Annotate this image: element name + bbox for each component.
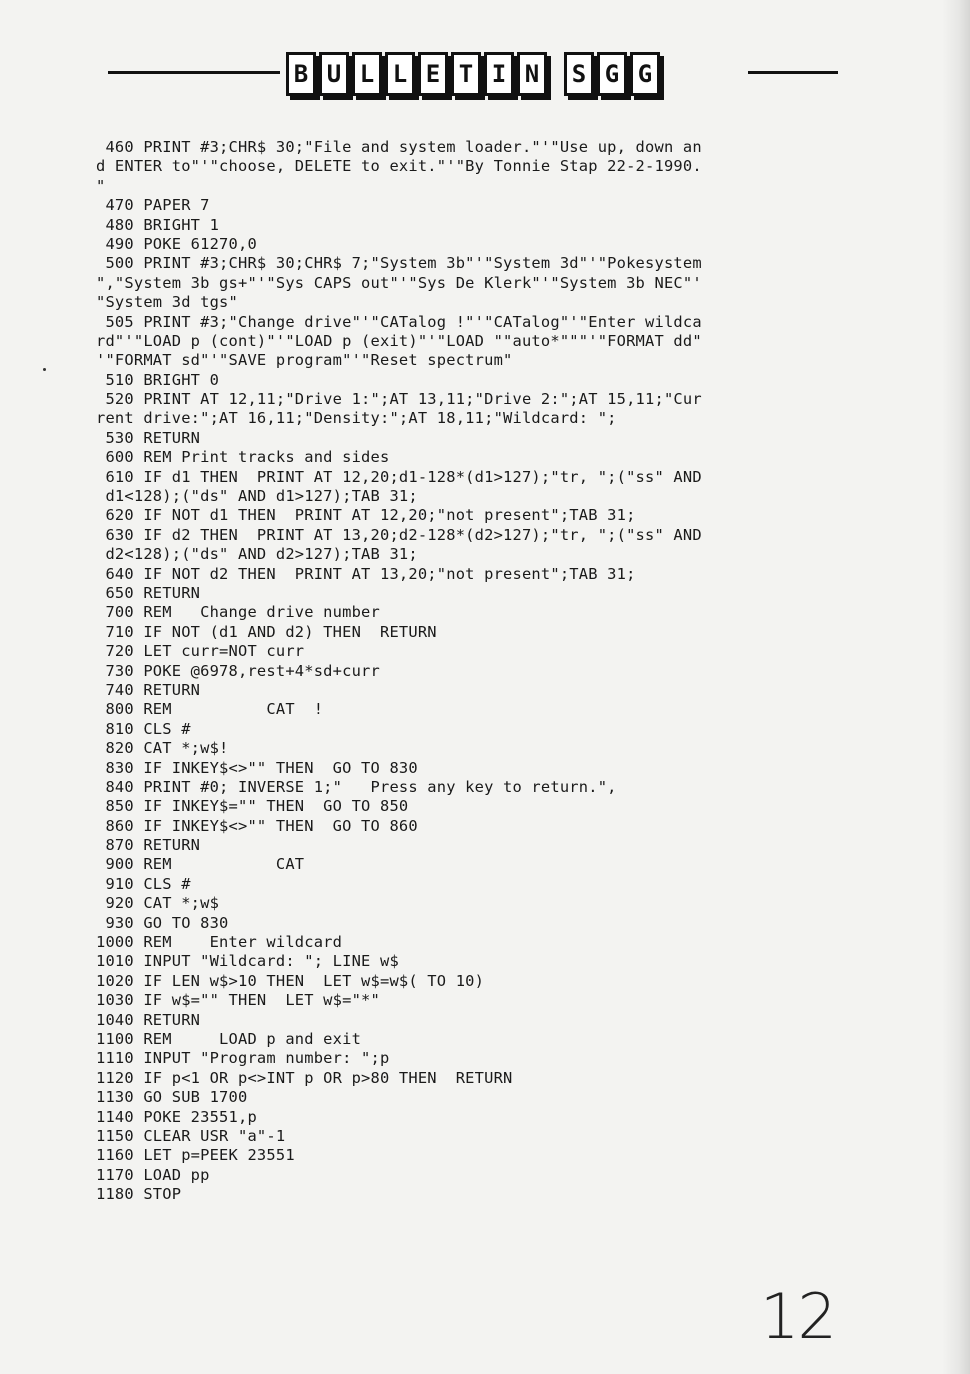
code-line: 510 BRIGHT 0 bbox=[96, 370, 220, 389]
masthead-letter: L bbox=[352, 52, 382, 96]
code-line: 810 CLS # bbox=[96, 719, 191, 738]
code-line: "System 3d tgs" bbox=[96, 293, 238, 312]
code-line: 1110 INPUT "Program number: ";p bbox=[96, 1049, 390, 1068]
code-line: 620 IF NOT d1 THEN PRINT AT 12,20;"not present";TAB 31; bbox=[96, 506, 636, 525]
code-line: 650 RETURN bbox=[96, 583, 201, 602]
code-line: 740 RETURN bbox=[96, 680, 201, 699]
code-line: 700 REM Change drive number bbox=[96, 603, 380, 622]
masthead-letter: S bbox=[564, 52, 594, 96]
masthead-letter: N bbox=[517, 52, 547, 96]
masthead-letter: G bbox=[630, 52, 660, 96]
code-line: d ENTER to"'"choose, DELETE to exit."'"By Tonnie Stap 22-2-1990. bbox=[96, 157, 702, 176]
code-line: 1160 LET p=PEEK 23551 bbox=[96, 1146, 295, 1165]
code-line: 1140 POKE 23551,p bbox=[96, 1107, 257, 1126]
stray-mark bbox=[43, 368, 46, 371]
code-line: 640 IF NOT d2 THEN PRINT AT 13,20;"not present";TAB 31; bbox=[96, 564, 636, 583]
code-line: 460 PRINT #3;CHR$ 30;"File and system loader."'"Use up, down an bbox=[96, 138, 702, 156]
masthead-letter: B bbox=[286, 52, 316, 96]
header-rule-left bbox=[108, 71, 280, 74]
code-line: 500 PRINT #3;CHR$ 30;CHR$ 7;"System 3b"'"System 3d"'"Pokesystem bbox=[96, 254, 702, 273]
code-line: 1020 IF LEN w$>10 THEN LET w$=w$( TO 10) bbox=[96, 971, 485, 990]
code-line: d1<128);("ds" AND d1>127);TAB 31; bbox=[96, 487, 418, 506]
code-line: 600 REM Print tracks and sides bbox=[96, 448, 390, 467]
code-line: ","System 3b gs+"'"Sys CAPS out"'"Sys De Klerk"'"System 3b NEC"' bbox=[96, 273, 702, 292]
code-line: 1000 REM Enter wildcard bbox=[96, 933, 343, 952]
masthead-logo bbox=[286, 52, 663, 102]
page-number: 12 bbox=[760, 1280, 835, 1353]
code-line: 800 REM CAT ! bbox=[96, 700, 324, 719]
code-line: 730 POKE @6978,rest+4*sd+curr bbox=[96, 661, 380, 680]
code-line: 920 CAT *;w$ bbox=[96, 894, 220, 913]
masthead-letter: E bbox=[418, 52, 448, 96]
code-line: 630 IF d2 THEN PRINT AT 13,20;d2-128*(d2>127);"tr, ";("ss" AND bbox=[96, 525, 702, 544]
code-line: 1150 CLEAR USR "a"-1 bbox=[96, 1126, 286, 1145]
code-line: 1100 REM LOAD p and exit bbox=[96, 1029, 362, 1048]
code-line: 930 GO TO 830 bbox=[96, 913, 229, 932]
code-line: rd"'"LOAD p (cont)"'"LOAD p (exit)"'"LOAD ""auto*"""'"FORMAT dd" bbox=[96, 331, 702, 350]
code-line: 470 PAPER 7 bbox=[96, 196, 210, 215]
code-line: d2<128);("ds" AND d2>127);TAB 31; bbox=[96, 545, 418, 564]
code-line: rent drive:";AT 16,11;"Density:";AT 18,11;"Wildcard: "; bbox=[96, 409, 617, 428]
code-line: 840 PRINT #0; INVERSE 1;" Press any key to return.", bbox=[96, 777, 617, 796]
code-line: 900 REM CAT bbox=[96, 855, 305, 874]
code-line: 860 IF INKEY$<>"" THEN GO TO 860 bbox=[96, 816, 418, 835]
code-line: 1040 RETURN bbox=[96, 1010, 201, 1029]
code-line: 1180 STOP bbox=[96, 1185, 182, 1204]
code-line: 1010 INPUT "Wildcard: "; LINE w$ bbox=[96, 952, 399, 971]
masthead-letter: I bbox=[484, 52, 514, 96]
code-line: 1120 IF p<1 OR p<>INT p OR p>80 THEN RETURN bbox=[96, 1068, 513, 1087]
page-edge-shadow bbox=[942, 0, 970, 1374]
code-line: 520 PRINT AT 12,11;"Drive 1:";AT 13,11;"Drive 2:";AT 15,11;"Cur bbox=[96, 390, 702, 409]
bulletin-header bbox=[108, 44, 838, 104]
code-line: 1130 GO SUB 1700 bbox=[96, 1088, 248, 1107]
code-line: 850 IF INKEY$="" THEN GO TO 850 bbox=[96, 797, 409, 816]
code-line: 710 IF NOT (d1 AND d2) THEN RETURN bbox=[96, 622, 437, 641]
code-line: 830 IF INKEY$<>"" THEN GO TO 830 bbox=[96, 758, 418, 777]
code-line: 820 CAT *;w$! bbox=[96, 739, 229, 758]
code-line: 530 RETURN bbox=[96, 428, 201, 447]
masthead-letter: G bbox=[597, 52, 627, 96]
header-rule-right bbox=[748, 71, 838, 74]
basic-program-listing bbox=[96, 138, 866, 1204]
code-line: 1170 LOAD pp bbox=[96, 1165, 210, 1184]
code-line: " bbox=[96, 176, 106, 195]
code-line: 505 PRINT #3;"Change drive"'"CATalog !"'"CATalog"'"Enter wildca bbox=[96, 312, 702, 331]
masthead-letter: T bbox=[451, 52, 481, 96]
code-line: '"FORMAT sd"'"SAVE program"'"Reset spectrum" bbox=[96, 351, 513, 370]
code-line: 490 POKE 61270,0 bbox=[96, 234, 257, 253]
code-line: 870 RETURN bbox=[96, 836, 201, 855]
code-line: 1030 IF w$="" THEN LET w$="*" bbox=[96, 991, 380, 1010]
code-line: 480 BRIGHT 1 bbox=[96, 215, 220, 234]
code-line: 910 CLS # bbox=[96, 874, 191, 893]
code-line: 610 IF d1 THEN PRINT AT 12,20;d1-128*(d1>127);"tr, ";("ss" AND bbox=[96, 467, 702, 486]
code-line: 720 LET curr=NOT curr bbox=[96, 642, 305, 661]
masthead-letter: U bbox=[319, 52, 349, 96]
masthead-letter: L bbox=[385, 52, 415, 96]
